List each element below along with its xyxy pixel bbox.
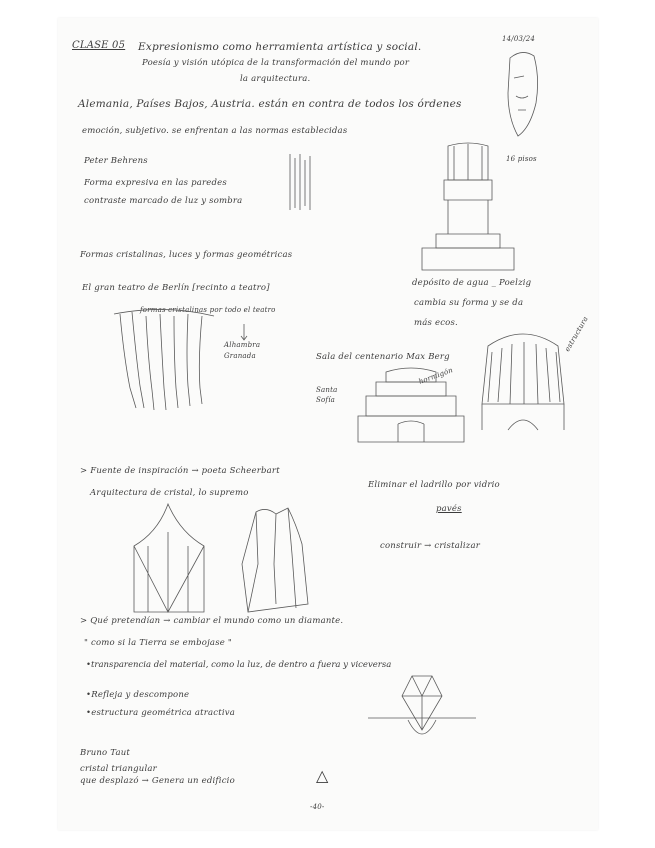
taut-name: Bruno Taut bbox=[80, 748, 131, 758]
behrens-line2: contraste marcado de luz y sombra bbox=[84, 196, 243, 206]
santa-1: Santa bbox=[316, 386, 338, 394]
construir-line: construir → cristalizar bbox=[380, 541, 481, 551]
date: 14/03/24 bbox=[502, 35, 536, 43]
theatre-line: El gran teatro de Berlín [recinto a teatro] bbox=[82, 283, 270, 293]
sala-line: Sala del centenario Max Berg bbox=[316, 352, 450, 362]
santa-2: Sofía bbox=[316, 396, 336, 404]
class-title: CLASE 05 bbox=[72, 40, 126, 51]
inspiration-line1: > Fuente de inspiración → poeta Scheerbart bbox=[80, 466, 280, 476]
goals-line2: " como si la Tierra se embojase " bbox=[84, 638, 233, 648]
face-sketch bbox=[502, 48, 542, 143]
alhambra-1: Alhambra bbox=[224, 341, 261, 349]
theatre-sub: formas cristalinas por todo el teatro bbox=[140, 306, 276, 314]
intro-line1: Alemania, Países Bajos, Austria. están en contra de todos los órdenes bbox=[78, 98, 462, 110]
triangle-icon: △ bbox=[316, 766, 329, 785]
taut-line2: que desplazó → Genera un edificio bbox=[80, 776, 235, 786]
goals-bullet3: •estructura geométrica atractiva bbox=[86, 708, 236, 718]
intro-line2: emoción, subjetivo. se enfrentan a las normas establecidas bbox=[82, 126, 348, 136]
goals-line1: > Qué pretendían → cambiar el mundo como un diamante. bbox=[80, 616, 344, 626]
subtitle-line2: Poesía y visión utópica de la transformación del mundo por bbox=[142, 58, 410, 68]
centennial-hall-sketch bbox=[356, 366, 466, 446]
diamond-sketch bbox=[368, 672, 478, 752]
paves-word: pavés bbox=[436, 504, 462, 514]
goals-bullet2: •Refleja y descompone bbox=[86, 690, 190, 700]
wall-sketch bbox=[286, 152, 314, 212]
behrens-line1: Forma expresiva en las paredes bbox=[84, 178, 227, 188]
water-tower-sketch bbox=[478, 326, 568, 436]
subtitle-line3: la arquitectura. bbox=[240, 74, 311, 84]
page-number: -40- bbox=[310, 803, 325, 811]
behrens-name: Peter Behrens bbox=[84, 156, 148, 166]
hormigon-label: hormigón bbox=[417, 366, 455, 386]
inspiration-line2: Arquitectura de cristal, lo supremo bbox=[90, 488, 249, 498]
tower-sketch bbox=[418, 138, 518, 278]
tower-label: 16 pisos bbox=[506, 155, 537, 163]
water-line1: depósito de agua _ Poelzig bbox=[412, 278, 532, 288]
water-line3: más ecos. bbox=[414, 318, 458, 328]
theatre-columns-sketch bbox=[110, 308, 220, 418]
subtitle: Expresionismo como herramienta artística y social. bbox=[138, 41, 422, 53]
estructura-label: estructura bbox=[563, 315, 590, 353]
brick-line: Eliminar el ladrillo por vidrio bbox=[368, 480, 500, 490]
water-line2: cambia su forma y se da bbox=[414, 298, 524, 308]
crystal-heading: Formas cristalinas, luces y formas geométricas bbox=[80, 250, 293, 260]
taut-line1: cristal triangular bbox=[80, 764, 157, 774]
alhambra-2: Granada bbox=[224, 352, 256, 360]
crystal-building-sketch bbox=[236, 504, 316, 616]
arrow-down-icon bbox=[240, 324, 248, 342]
goals-bullet1: •transparencia del material, como la luz, de dentro a fuera y viceversa bbox=[86, 660, 392, 670]
glass-pavilion-sketch bbox=[128, 502, 208, 614]
